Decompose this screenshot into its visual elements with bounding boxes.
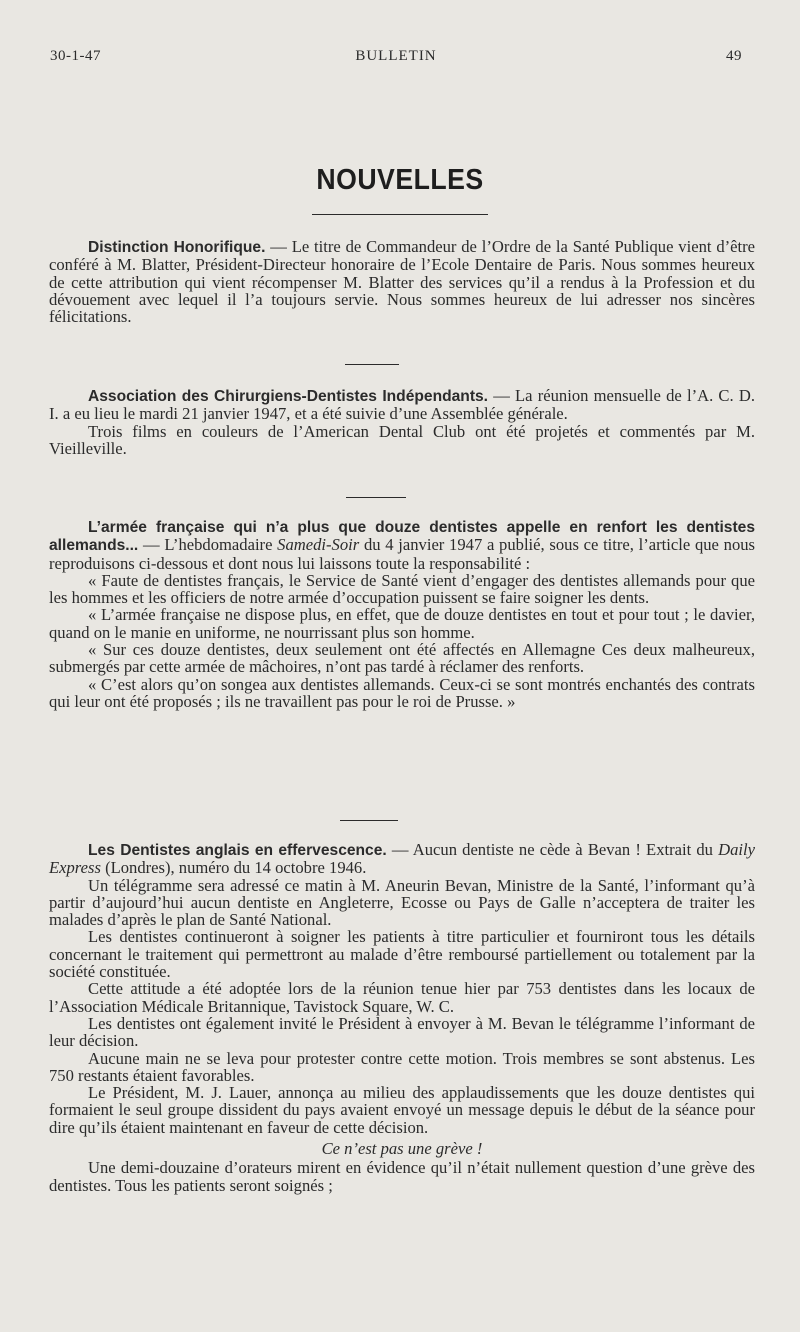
article-armee-francaise bbox=[49, 518, 755, 710]
quoted-paragraph: « L’armée française ne dispose plus, en effet, que de douze dentistes en tout et pour tout ; le davier, quand on le manie en uniforme, ne nourrissant plus son homme. bbox=[49, 605, 755, 642]
article-paragraph bbox=[49, 387, 755, 423]
article-paragraph: Les Dentistes anglais en effervescence. — Aucun dentiste ne cède à Bevan ! Extrait du Daily Express (Londres), numéro du 14 octobre 1946. bbox=[49, 840, 755, 878]
article-paragraph: Les dentistes continueront à soigner les patients à titre particulier et fourniront tous les détails concernant le traitement qui permettront au malade d’être remboursé partiellement ou totalement par la société constituée. bbox=[49, 927, 755, 982]
quoted-paragraph: « C’est alors qu’on songea aux dentistes allemands. Ceux-ci se sont montrés enchantés des contrats qui leur ont été proposés ; ils ne travaillent pas pour le roi de Prusse. » bbox=[49, 674, 755, 711]
article-heading: Distinction Honorifique. bbox=[88, 239, 266, 256]
article-paragraph: Aucune main ne se leva pour protester contre cette motion. Trois membres se sont abstenus. Les 750 restants étaient favorables. bbox=[49, 1048, 755, 1085]
article-divider bbox=[345, 364, 399, 365]
article-heading: Les Dentistes anglais en effervescence. bbox=[88, 842, 387, 859]
article-paragraph: Cette attitude a été adoptée lors de la réunion tenue hier par 753 dentistes dans les locaux de l’Association Médicale Britannique, Tavistock Square, W. C. bbox=[49, 979, 755, 1016]
article-paragraph bbox=[49, 238, 755, 325]
header-date: 30-1-47 bbox=[50, 48, 101, 64]
article-subheading: Ce n’est pas une grève ! bbox=[321, 1139, 483, 1159]
article-heading: Association des Chirurgiens-Dentistes Indépendants. bbox=[88, 388, 489, 405]
article-heading: L’armée française qui n’a plus que douze dentistes appelle en renfort les dentistes allemands... bbox=[49, 519, 755, 555]
article-paragraph: Une demi-douzaine d’orateurs mirent en évidence qu’il n’était nullement question d’une grève des dentistes. Tous les patients seront soignés ; bbox=[49, 1158, 755, 1195]
article-paragraph: Un télégramme sera adressé ce matin à M. Aneurin Bevan, Ministre de la Santé, l’informant qu’à partir d’aujourd’hui aucun dentiste en Angleterre, Ecosse ou Pays de Galle n’acceptera de traiter les malades d’après le plan de Santé National. bbox=[49, 875, 755, 930]
publication-name: Samedi-Soir bbox=[277, 535, 360, 555]
section-title: NOUVELLES bbox=[316, 164, 484, 196]
article-paragraph: Le Président, M. J. Lauer, annonça au milieu des applaudissements que les douze dentistes qui formaient le seul groupe dissident du pays avaient envoyé un message depuis le début de la séance pour dire qu’ils étaient maintenant en faveur de cette décision. bbox=[49, 1083, 755, 1137]
page-number: 49 bbox=[726, 48, 742, 64]
article-distinction-honorifique bbox=[49, 238, 755, 325]
article-lead: — La réunion mensuelle de l’A. C. D. I. a eu lieu le mardi 21 janvier 1947, et a été suivie d’une Assemblée générale. bbox=[49, 386, 755, 424]
article-paragraph: Trois films en couleurs de l’American Dental Club ont été projetés et commentés par M. Vieilleville. bbox=[49, 421, 755, 458]
article-paragraph: L’armée française qui n’a plus que douze dentistes appelle en renfort les dentistes allemands... — L’hebdomadaire Samedi-Soir du 4 janvier 1947 a publié, sous ce titre, l’article que nous reproduisons ci-dessous et dont nous lui laissons toute la responsabilité : bbox=[49, 519, 755, 573]
title-divider bbox=[312, 214, 488, 215]
article-paragraph: Les dentistes ont également invité le Président à envoyer à M. Bevan le télégramme l’informant de leur décision. bbox=[49, 1013, 755, 1051]
quoted-paragraph: « Sur ces douze dentistes, deux seulement ont été affectés en Allemagne Ces deux malheureux, submergés par cette armée de mâchoires, n’ont pas tardé à réclamer des renforts. bbox=[49, 640, 755, 677]
publication-name: Daily Express bbox=[49, 840, 755, 878]
article-association-acdi bbox=[49, 387, 755, 457]
article-lead: — Le titre de Commandeur de l’Ordre de la Santé Publique vient d’être conféré à M. Blatter, Président-Directeur honoraire de l’Ecole Dentaire de Paris. Nous sommes heureux de cette attribution qui vient récompenser M. Blatter des services qu’il a rendus à la Profession et du dévouement avec lequel il l’a toujours servie. Nous sommes heureux de lui adresser nos sincères félicitations. bbox=[49, 237, 756, 327]
quoted-paragraph: « Faute de dentistes français, le Service de Santé vient d’engager des dentistes allemands pour que les hommes et les officiers de notre armée d’occupation puissent se faire soigner les dents. bbox=[49, 570, 755, 608]
header-title: BULLETIN bbox=[355, 48, 437, 64]
article-divider bbox=[340, 820, 398, 821]
article-dentistes-anglais bbox=[49, 841, 755, 1194]
article-divider bbox=[346, 497, 406, 498]
